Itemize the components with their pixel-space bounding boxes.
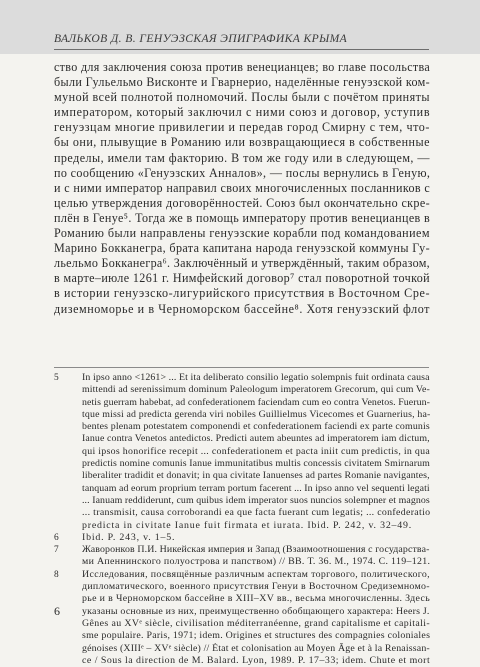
footnote-line: predictis nomine comunis Ianue immunitatibus multis concessis civitatem Smirnarum <box>82 458 430 470</box>
body-text-line: генуэзцам многие привилегии и передав город Смирну с тем, что- <box>54 120 430 135</box>
footnote-line: génoises (XIIIᵉ – XVᵉ siècle) // État et colonisation au Moyen Âge et à la Renaissan- <box>82 642 430 654</box>
body-text-line: бы они, плывущие в Романию или возвращающиеся в собственные <box>54 135 430 150</box>
footnote-number: 8 <box>54 569 59 580</box>
body-text-line: Марино Бокканегра, брата капитана народа генуэзской коммуны Гу- <box>54 241 430 256</box>
footnote-number: 6 <box>54 532 59 543</box>
footnote-line: ... transmisit, causa corroborandi ea que facta fuerant cum legatis; ... confederatio <box>82 507 430 519</box>
page-number: 6 <box>54 604 60 618</box>
footnote-line: bentes plenam potestatem componendi et confederationem faciendi ex parte comunis <box>82 421 430 433</box>
body-text-line: диземноморье и в Черноморском бассейне⁸. Хотя генуэзский флот <box>54 301 430 316</box>
footnote-line: ... Ianuam reddiderunt, cum quibus idem imperator suos nuncios solempner et magnos <box>82 494 430 506</box>
body-text-line: в марте–июле 1261 г. Нимфейский договор⁷ стал поворотной точкой <box>54 271 430 286</box>
footnote-line: sme populaire. Paris, 1971; idem. Origines et structures des compagnies coloniales <box>82 630 430 642</box>
footnote-line: рье и в Черноморском бассейне в XIII–XV вв., весьма многочисленны. Здесь <box>82 593 430 605</box>
footnote-line: predicta in civitate Ianue fuit firmata et iurata. Ibid. P. 242, v. 32–49. <box>82 519 413 531</box>
body-text-line: целью утверждения договорённостей. Союз был окончательно скре- <box>54 195 430 210</box>
footnote-line: ми Апеннинского полуострова и папством) // ВВ. Т. 36. М., 1974. С. 119–121. <box>82 556 430 568</box>
footnote-line: tanquam ad eorum proprium terram portum facerent ... In ipso anno vel sequenti legati <box>82 482 430 494</box>
footnote-separator <box>54 367 429 368</box>
running-header-title: ВАЛЬКОВ Д. В. ГЕНУЭЗСКАЯ ЭПИГРАФИКА КРЫМА <box>54 32 348 45</box>
footnote-line: ce / Sous la direction de M. Balard. Lyon, 1989. P. 17–33; idem. Chute et mort <box>82 654 430 666</box>
footnote-line: qui ipsos honorifice recepit ... confederationem et pacta iniit cum predictis, in qua <box>82 445 430 457</box>
header-rule <box>54 49 429 50</box>
footnote-number: 5 <box>54 373 59 383</box>
footnote-6 <box>54 532 430 544</box>
body-text-line: ство для заключения союза против венецианцев; во главе посольства <box>54 60 430 74</box>
body-text-line: льельмо Бокканегра⁶. Заключённый и утверждённый, таким образом, <box>54 256 430 271</box>
footnote-line: tque missi ad predicta gerenda viri nobiles Guillielmus Vicecomes et Guarnerius, ha- <box>82 408 430 420</box>
footnote-line: netis guerram habebat, ad confederationem faciendam cum eo contra Venetos. Fuerun- <box>82 396 430 408</box>
body-text-line: пределы, имели там факторию. В том же году или в следующем, — <box>54 150 430 165</box>
footnote-line: Ibid. P. 243, v. 1–5. <box>82 531 176 543</box>
body-text-line: муной всей полнотой полномочий. Послы были с почётом приняты <box>54 90 430 105</box>
footnote-5 <box>54 372 430 532</box>
footnote-8 <box>54 569 430 667</box>
running-header-band <box>0 0 480 54</box>
footnotes <box>54 372 430 667</box>
footnote-line: указаны основные из них, преимущественно обобщающего характера: Heers J. <box>82 605 430 617</box>
footnote-line: дипломатического, военного присутствия Генуи в Восточном Средиземномо- <box>82 581 430 593</box>
footnote-7 <box>54 544 430 569</box>
body-text-line: в истории генуэзско-лигурийского присутствия в Восточном Сре- <box>54 286 430 301</box>
body-text-line: были Гульельмо Висконте и Гварнерио, наделённые генуэзской ком- <box>54 75 430 90</box>
body-text-line: Романию были направлены генуэзские корабли под командованием <box>54 226 430 241</box>
body-text-line: по сообщению «Генуэзских Анналов», — послы вернулись в Геную, <box>54 165 430 180</box>
footnote-line: mittendi ad serenissimum dominum Paleologum imperatorem Grecorum, qui cum Ve- <box>82 384 430 396</box>
footnote-number: 7 <box>54 545 59 556</box>
footnote-line: Исследования, посвящённые различным аспектам торгового, политического, <box>82 568 430 580</box>
body-text-line: и с ними император направил своих многочисленных посланников с <box>54 180 430 195</box>
main-text-body <box>54 60 430 317</box>
body-text-line: императором, который заключил с ними союз и договор, уступив <box>54 105 430 120</box>
footnote-line: Gênes au XVᵉ siècle, civilisation méditerranéenne, grand capitalisme et capitali- <box>82 617 430 629</box>
footnote-line: In ipso anno <1261> ... Et ita deliberato consilio legatio solempnis fuit ordinata causa <box>82 372 430 383</box>
body-text-line: плён в Генуе⁵. Тогда же в помощь императору против венецианцев в <box>54 210 430 225</box>
footnote-line: Жаворонков П.И. Никейская империя и Запад (Взаимоотношения с государства- <box>82 544 430 556</box>
footnote-line: Ianue contra Venetos antedictos. Predicti autem abeuntes ad imperatorem iam dictum, <box>82 433 430 445</box>
footnote-line: liberaliter tradidit et donavit; in qua civitate Ianuenses ad partes Romanie navigantes, <box>82 470 430 482</box>
